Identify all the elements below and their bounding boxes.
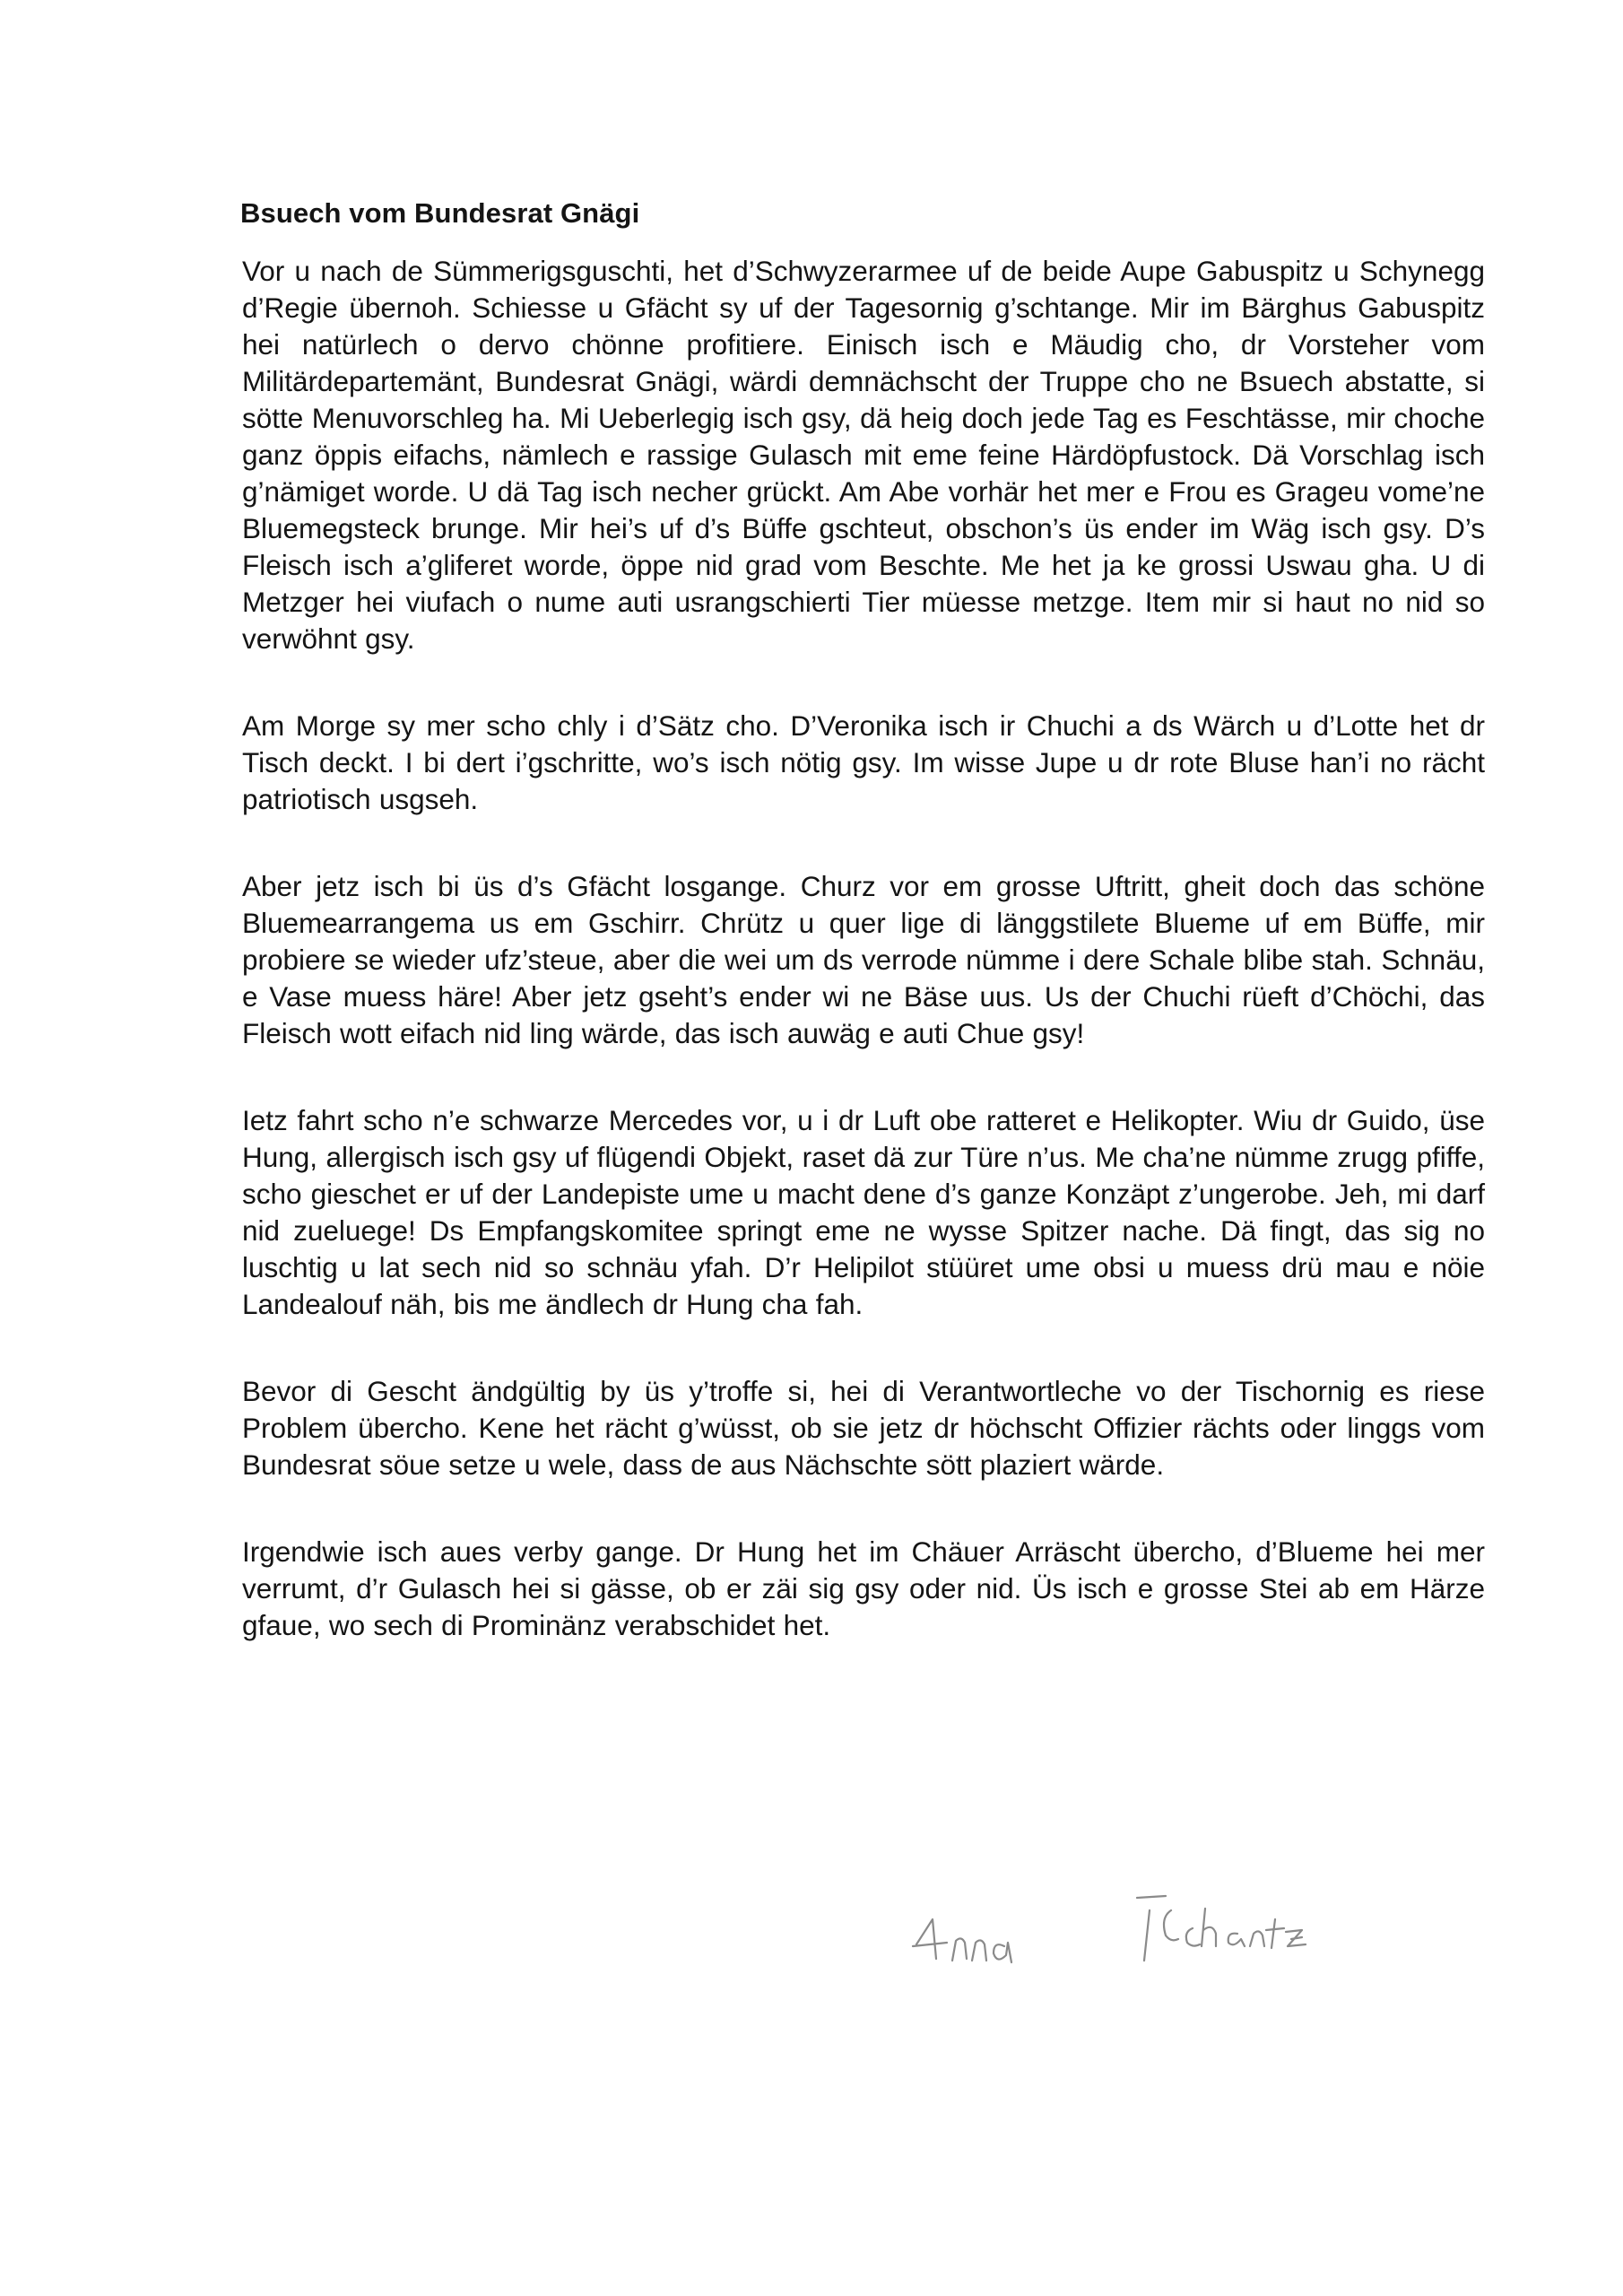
document-body xyxy=(242,253,1485,1694)
document-title: Bsuech vom Bundesrat Gnägi xyxy=(240,197,640,229)
paragraph: Am Morge sy mer scho chly i d’Sätz cho. D’Veronika isch ir Chuchi a ds Wärch u d’Lotte het dr Tisch deckt. I bi dert i’gschritte, wo’s isch nötig gsy. Im wisse Jupe u dr rote Bluse han’i no rächt patriotisch usgseh. xyxy=(242,709,1485,815)
signature-drawing xyxy=(897,1883,1417,1991)
paragraph: Vor u nach de Sümmerigsguschti, het d’Schwyzerarmee uf de beide Aupe Gabuspitz u Schynegg d’Regie übernoh. Schiesse u Gfächt sy uf der Tagesornig g’schtange. Mir im Bärghus Gabuspitz hei natürlech o dervo chönne profitiere. Einisch isch e Mäudig cho, dr Vorsteher vom Militärdepartemänt, Bundesrat Gnägi, wärdi demnächscht der Truppe cho ne Bsuech abstatte, si sötte Menuvorschleg ha. Mi Ueberlegig isch gsy, dä heig doch jede Tag es Feschtässe, mir choche ganz öppis eifachs, nämlech e rassige Gulasch mit eme feine Härdöpfustock. Dä Vorschlag isch g’nämiget worde. U dä Tag isch necher grückt. Am Abe vorhär het mer e Frou es Grageu vome’ne Bluemegsteck brunge. Mir hei’s uf d’s Büffe gschteut, obschon’s üs ender im Wäg isch gsy. D’s Fleisch isch a’gliferet worde, öppe nid grad vom Beschte. Me het ja ke grossi Uswau gha. U di Metzger hei viufach o nume auti usrangschierti Tier müesse metzge. Item mir si haut no nid so verwöhnt gsy. xyxy=(242,255,1485,655)
paragraph: Aber jetz isch bi üs d’s Gfächt losgange. Churz vor em grosse Uftritt, gheit doch das schöne Bluemearrangema us em Gschirr. Chrütz u quer lige di länggstilete Blueme uf em Büffe, mir probiere se wieder ufz’steue, aber die wei um ds verrode nümme i dere Schale blibe stah. Schnäu, e Vase muess häre! Aber jetz gseht’s ender wi ne Bäse uus. Us der Chuchi rüeft d’Chöchi, das Fleisch wott eifach nid ling wärde, das isch auwäg e auti Chue gsy! xyxy=(242,870,1485,1049)
paragraph: Irgendwie isch aues verby gange. Dr Hung het im Chäuer Arräscht übercho, d’Blueme hei mer verrumt, d’r Gulasch hei si gässe, ob er zäi sig gsy oder nid. Üs isch e grosse Stei ab em Härze gfaue, wo sech di Prominänz verabschidet het. xyxy=(242,1535,1485,1641)
paragraph: Ietz fahrt scho n’e schwarze Mercedes vor, u i dr Luft obe ratteret e Helikopter. Wiu dr Guido, üse Hung, allergisch isch gsy uf flügendi Objekt, raset dä zur Türe n’us. Me cha’ne nümme zrugg pfiffe, scho gieschet er uf der Landepiste ume u macht dene d’s ganze Konzäpt z’ungerobe. Jeh, mi darf nid zueluege! Ds Empfangskomitee springt eme ne wysse Spitzer nache. Dä fingt, das sig no luschtig u lat sech nid so schnäu yfah. D’r Helipilot stüüret ume obsi u muess drü mau e nöie Landealouf näh, bis me ändlech dr Hung cha fah. xyxy=(242,1104,1485,1320)
handwritten-signature xyxy=(897,1883,1417,1991)
paragraph: Bevor di Gescht ändgültig by üs y’troffe si, hei di Verantwortleche vo der Tischornig es riese Problem übercho. Kene het rächt g’wüsst, ob sie jetz dr höchscht Offizier rächts oder linggs vom Bundesrat söue setze u wele, dass de aus Nächschte sött plaziert wärde. xyxy=(242,1375,1485,1481)
